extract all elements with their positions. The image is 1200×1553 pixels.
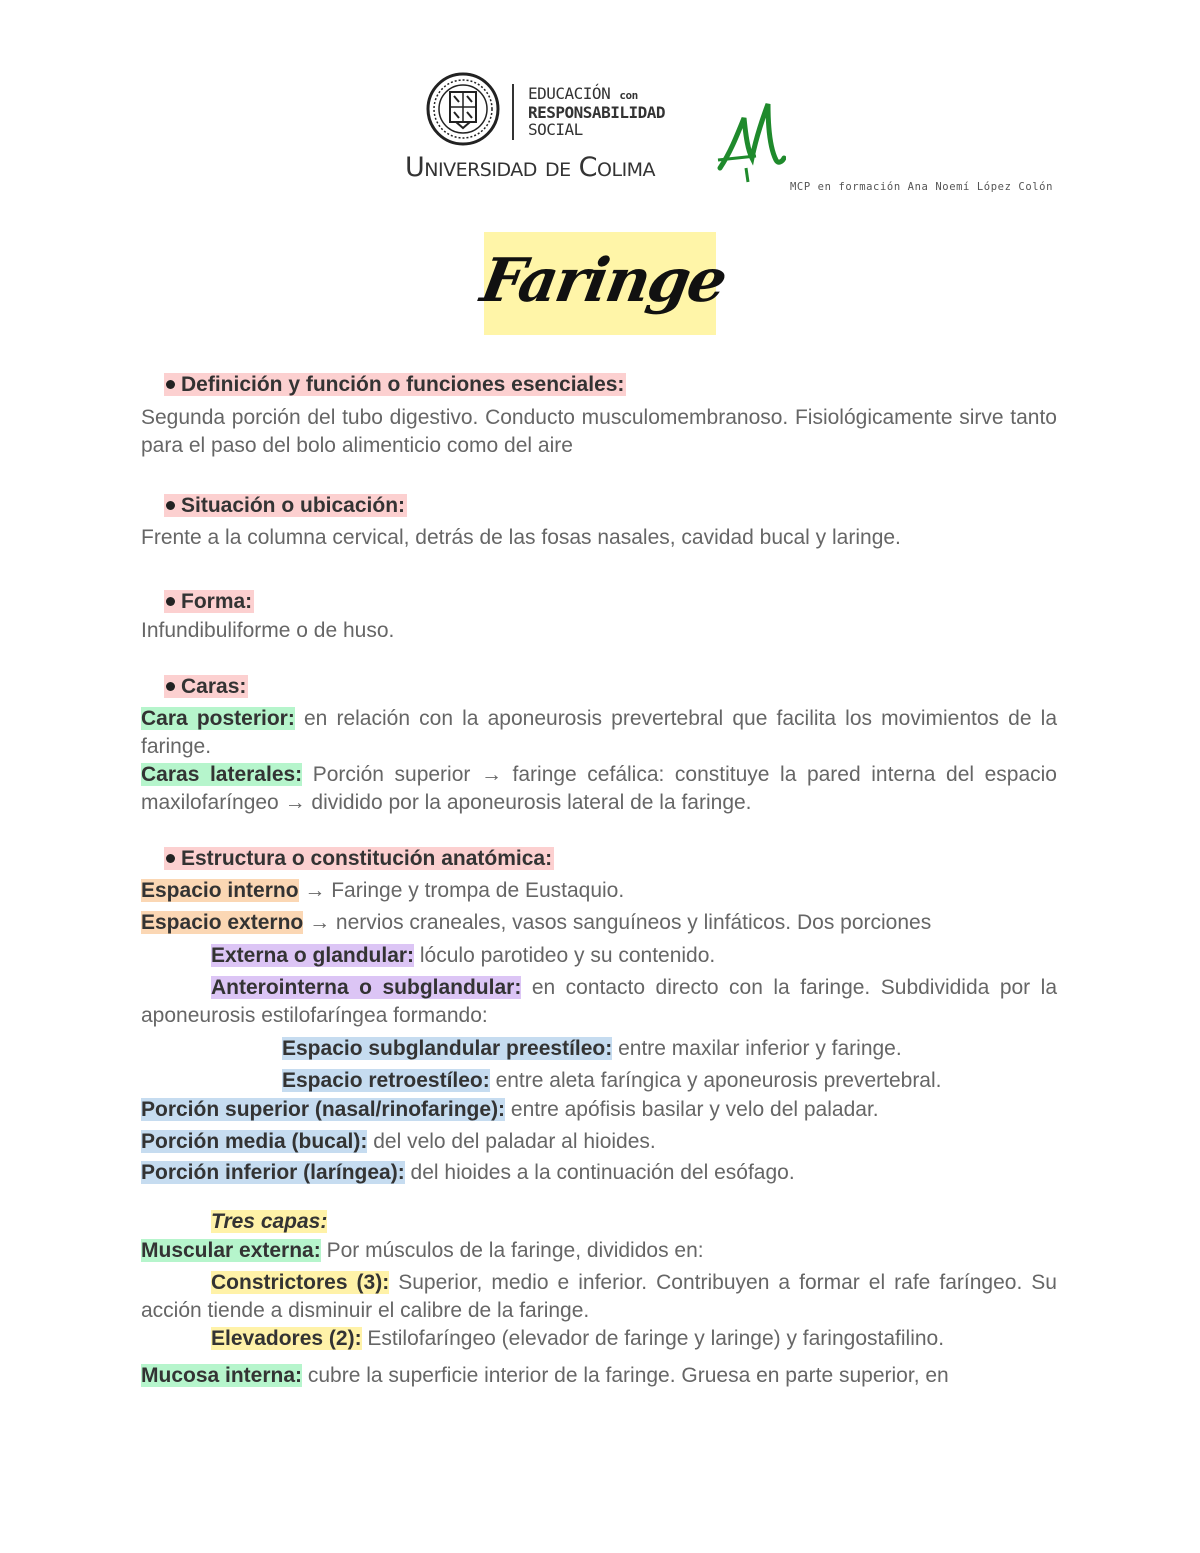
- porcion-media: [141, 1128, 1057, 1156]
- bullet-icon: [166, 501, 175, 510]
- tres-capas-heading: [141, 1208, 1057, 1236]
- tres-capas-label: Tres capas:: [211, 1210, 328, 1233]
- page-title: Faringe: [475, 246, 731, 316]
- bullet-icon: [166, 682, 175, 691]
- espacio-interno-text: → Faringe y trompa de Eustaquio.: [298, 879, 625, 902]
- mucosa-interna-label: Mucosa interna:: [141, 1364, 303, 1387]
- espacio-externo-label: Espacio externo: [141, 911, 304, 934]
- preestileo-label: Espacio subglandular preestíleo:: [282, 1037, 613, 1060]
- constrictores: [141, 1269, 1057, 1325]
- porcion-inferior: [141, 1159, 1057, 1187]
- elevadores-label: Elevadores (2):: [211, 1327, 362, 1350]
- subglandular-text: en contacto directo con la faringe. Subdividida por la aponeurosis estilofaríngea formando:: [141, 976, 1058, 1027]
- caras-laterales: [141, 761, 1057, 817]
- porcion-media-label: Porción media (bucal):: [141, 1130, 368, 1153]
- signature-logo-icon: [716, 98, 786, 184]
- author-credit: MCP en formación Ana Noemí López Colón: [790, 181, 1054, 193]
- cara-posterior: [141, 705, 1057, 761]
- porcion-inferior-text: del hioides a la continuación del esófago.: [404, 1161, 795, 1184]
- externa-glandular: [141, 942, 1057, 970]
- bullet-icon: [166, 854, 175, 863]
- constrictores-text: Superior, medio e inferior. Contribuyen a formar el rafe faríngeo. Su acción tiende a disminuir el calibre de la faringe.: [141, 1271, 1057, 1322]
- cara-posterior-label: Cara posterior:: [141, 707, 295, 730]
- porcion-superior-text: entre apófisis basilar y velo del paladar.: [505, 1098, 879, 1121]
- retroestileo-label: Espacio retroestíleo:: [282, 1069, 490, 1092]
- mucosa-interna: [141, 1362, 1057, 1390]
- section-heading-estructura: Estructura o constitución anatómica:: [164, 846, 554, 872]
- section-heading-definicion: Definición y función o funciones esenciales:: [164, 372, 626, 398]
- university-seal-icon: [426, 72, 500, 146]
- porcion-media-text: del velo del paladar al hioides.: [367, 1130, 656, 1153]
- constrictores-label: Constrictores (3):: [211, 1271, 390, 1294]
- porcion-superior-label: Porción superior (nasal/rinofaringe):: [141, 1098, 506, 1121]
- muscular-externa-text: Por músculos de la faringe, divididos en:: [320, 1239, 704, 1262]
- situacion-text: Frente a la columna cervical, detrás de las fosas nasales, cavidad bucal y laringe.: [141, 526, 901, 549]
- caras-laterales-text: Porción superior → faringe cefálica: constituye la pared interna del espacio maxilofaríngeo → dividido por la aponeurosis lateral de la faringe.: [141, 763, 1057, 814]
- elevadores-text: Estilofaríngeo (elevador de faringe y laringe) y faringostafilino.: [361, 1327, 945, 1350]
- mucosa-interna-text: cubre la superficie interior de la faringe. Gruesa en parte superior, en: [302, 1364, 949, 1387]
- porcion-superior: [141, 1096, 1057, 1124]
- cara-posterior-text: en relación con la aponeurosis prevertebral que facilita los movimientos de la faringe.: [141, 707, 1057, 758]
- university-motto: EDUCACIÓN con RESPONSABILIDAD SOCIAL: [528, 84, 665, 139]
- espacio-preestileo: [141, 1035, 1057, 1063]
- espacio-externo-text: → nervios craneales, vasos sanguíneos y linfáticos. Dos porciones: [303, 911, 932, 934]
- forma-text: Infundibuliforme o de huso.: [141, 619, 395, 642]
- externa-glandular-label: Externa o glandular:: [211, 944, 415, 967]
- preestileo-text: entre maxilar inferior y faringe.: [612, 1037, 902, 1060]
- header-divider: [512, 84, 514, 140]
- muscular-externa-label: Muscular externa:: [141, 1239, 321, 1262]
- muscular-externa: [141, 1237, 1057, 1265]
- retroestileo-text: entre aleta faríngica y aponeurosis prevertebral.: [489, 1069, 942, 1092]
- subglandular-label: Anterointerna o subglandular:: [211, 976, 522, 999]
- anterointerna-subglandular: [141, 974, 1057, 1030]
- section-heading-situacion: Situación o ubicación:: [164, 493, 407, 519]
- porcion-inferior-label: Porción inferior (laríngea):: [141, 1161, 405, 1184]
- elevadores: [141, 1325, 1057, 1353]
- section-heading-forma: Forma:: [164, 589, 254, 615]
- externa-glandular-text: lóculo parotideo y su contenido.: [414, 944, 716, 967]
- bullet-icon: [166, 597, 175, 606]
- section-heading-caras: Caras:: [164, 674, 248, 700]
- espacio-interno: [141, 877, 1057, 905]
- university-name: Universidad de Colima: [405, 152, 656, 183]
- definicion-text: Segunda porción del tubo digestivo. Conducto musculomembranoso. Fisiológicamente sirve tanto para el paso del bolo alimenticio como del aire: [141, 406, 1057, 457]
- espacio-interno-label: Espacio interno: [141, 879, 299, 902]
- espacio-externo: [141, 909, 1057, 937]
- espacio-retroestileo: [141, 1067, 1057, 1095]
- caras-laterales-label: Caras laterales:: [141, 763, 303, 786]
- bullet-icon: [166, 380, 175, 389]
